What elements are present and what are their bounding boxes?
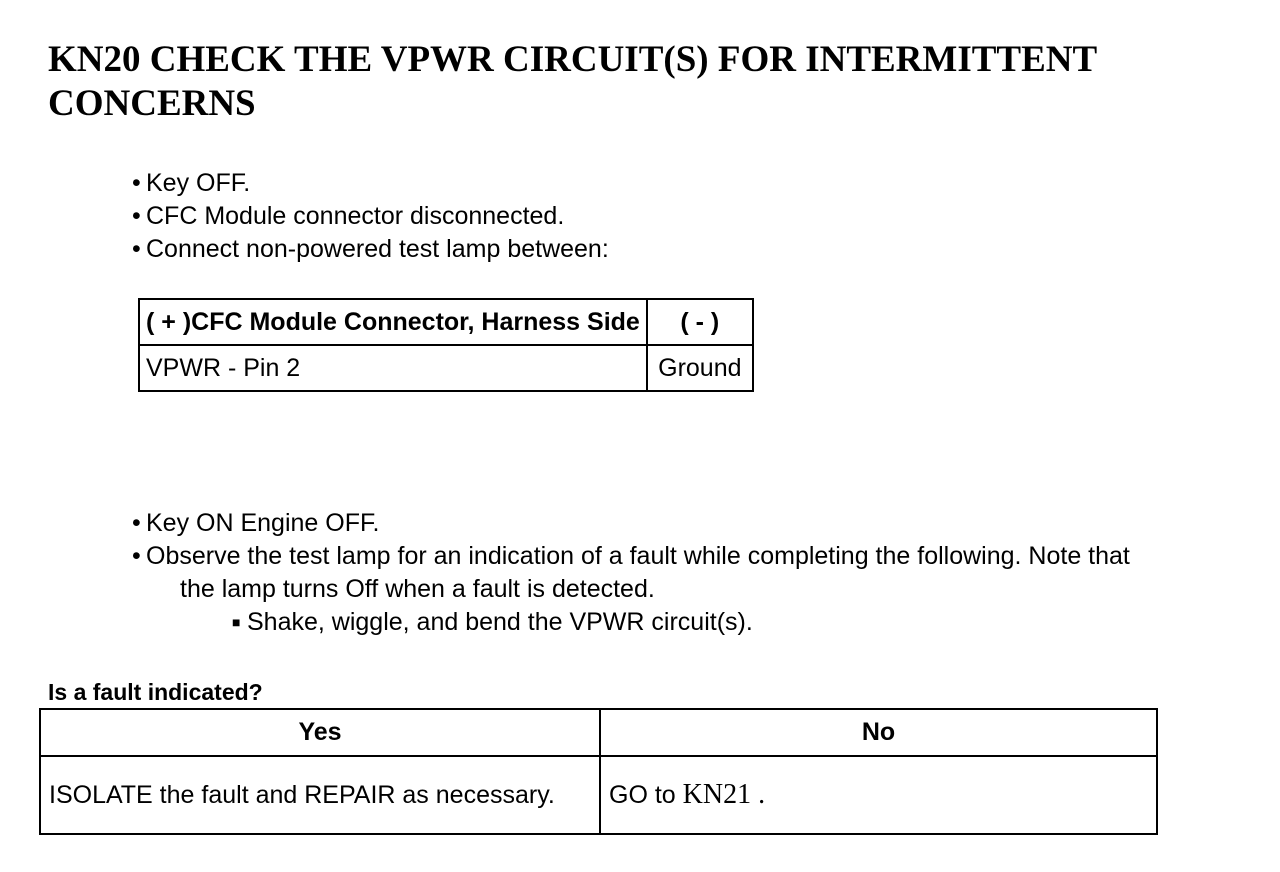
fault-question: Is a fault indicated? — [48, 679, 263, 705]
kn21-link[interactable]: KN21 — [682, 779, 752, 810]
bullet-icon: • — [132, 235, 141, 263]
positive-header: ( + )CFC Module Connector, Harness Side — [139, 299, 647, 345]
setup-steps-list — [132, 167, 609, 266]
step-text: Connect non-powered test lamp between: — [146, 235, 609, 263]
bullet-icon: • — [132, 169, 141, 197]
sub-step-shake-wiggle — [132, 606, 1130, 639]
step-text: Key OFF. — [146, 169, 251, 197]
step-key-off — [132, 167, 609, 200]
test-lamp-table — [138, 298, 754, 392]
negative-value: Ground — [647, 345, 753, 391]
step-text: CFC Module connector disconnected. — [146, 202, 565, 230]
step-key-on-engine-off — [132, 507, 1130, 540]
no-answer-prefix: GO to — [609, 781, 683, 809]
no-header: No — [600, 709, 1157, 756]
step-text: Observe the test lamp for an indication of a fault while completing the following. Note that — [146, 542, 1130, 570]
test-steps-list — [132, 507, 1130, 639]
bullet-icon: • — [132, 509, 141, 537]
answer-row — [40, 756, 1157, 834]
answer-header-row — [40, 709, 1157, 756]
step-connector-disconnected — [132, 200, 609, 233]
step-observe-lamp — [132, 540, 1130, 573]
table-header-row — [139, 299, 753, 345]
yes-answer: ISOLATE the fault and REPAIR as necessary. — [40, 756, 600, 834]
table-row — [139, 345, 753, 391]
step-observe-lamp-continued: the lamp turns Off when a fault is detected. — [180, 575, 655, 603]
step-text: Key ON Engine OFF. — [146, 509, 380, 537]
yes-header: Yes — [40, 709, 600, 756]
bullet-icon: • — [132, 202, 141, 230]
negative-header: ( - ) — [647, 299, 753, 345]
square-bullet-icon: ■ — [232, 614, 241, 630]
no-answer-suffix: . — [751, 779, 766, 810]
page-title: KN20 CHECK THE VPWR CIRCUIT(S) FOR INTERMITTENT CONCERNS — [48, 39, 1097, 124]
sub-step-text: Shake, wiggle, and bend the VPWR circuit(s). — [247, 608, 753, 636]
bullet-icon: • — [132, 542, 141, 570]
step-connect-test-lamp — [132, 233, 609, 266]
no-answer — [600, 756, 1157, 834]
answer-table — [39, 708, 1158, 835]
positive-value: VPWR - Pin 2 — [139, 345, 647, 391]
